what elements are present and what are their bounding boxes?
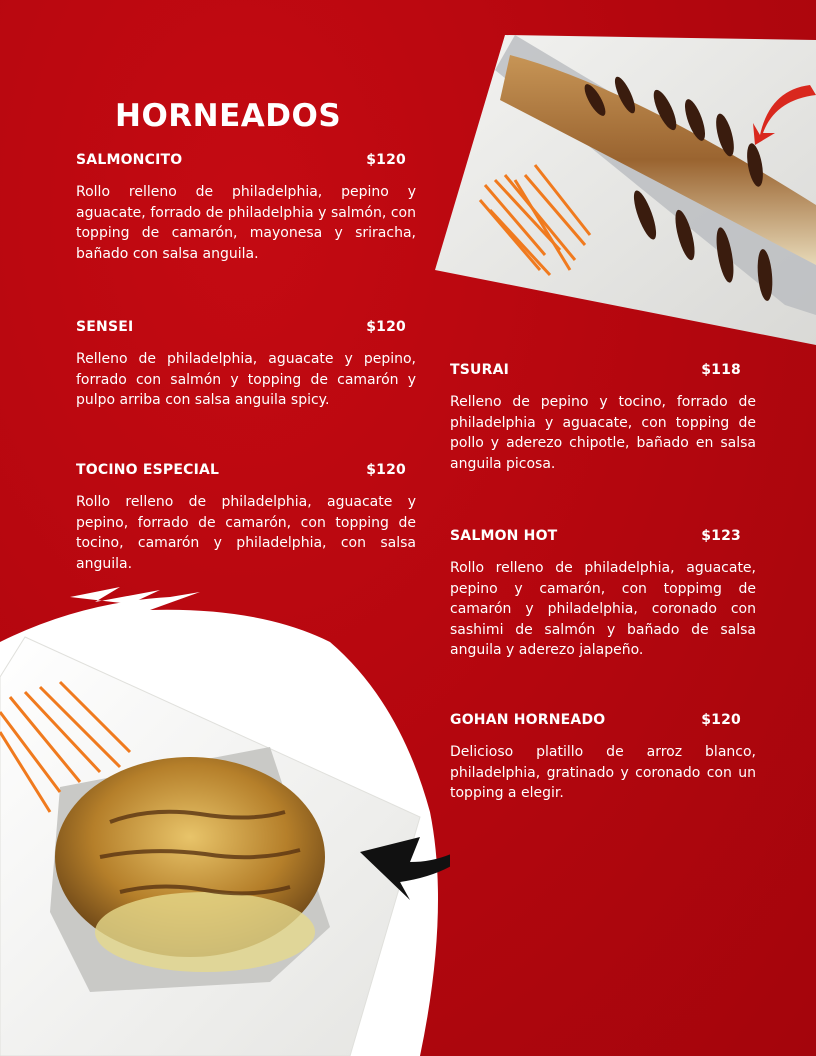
menu-item-price: $120 <box>366 319 406 335</box>
salmoncito-photo <box>425 15 816 345</box>
menu-item <box>76 319 416 411</box>
menu-item-description: Rollo relleno de philadelphia, aguacate y pepino, forrado de camarón, con topping de tocino, camarón y philadelphia, con salsa anguila. <box>76 494 416 572</box>
menu-item-price: $120 <box>366 462 406 478</box>
menu-item-description: Relleno de pepino y tocino, forrado de philadelphia y aguacate, con topping de pollo y aderezo chipotle, bañado en salsa anguila picosa. <box>450 394 756 472</box>
menu-item <box>76 462 416 574</box>
menu-item-price: $120 <box>366 152 406 168</box>
menu-item-name: SALMONCITO <box>76 152 183 168</box>
menu-item <box>450 528 756 661</box>
menu-item-price: $118 <box>701 362 741 378</box>
menu-item-description: Rollo relleno de philadelphia, aguacate, pepino y camarón, con toppimg de camarón y philadelphia, coronado con sashimi de salmón y bañado de salsa anguila y aderezo jalapeño. <box>450 560 756 658</box>
menu-item-price: $123 <box>701 528 741 544</box>
menu-item-description: Relleno de philadelphia, aguacate y pepino, forrado con salmón y topping de camarón y pulpo arriba con salsa anguila spicy. <box>76 351 416 408</box>
section-title: HORNEADOS <box>115 98 342 134</box>
gohan-horneado-photo <box>0 582 450 1056</box>
menu-item-name: TSURAI <box>450 362 510 378</box>
menu-item <box>450 712 756 804</box>
menu-item-description: Delicioso platillo de arroz blanco, philadelphia, gratinado y coronado con un topping a elegir. <box>450 744 756 801</box>
menu-item-price: $120 <box>701 712 741 728</box>
menu-item-header <box>450 362 741 378</box>
menu-item <box>76 152 416 264</box>
menu-item-name: SENSEI <box>76 319 134 335</box>
menu-item-header <box>450 528 741 544</box>
menu-item-header <box>450 712 741 728</box>
menu-item-header <box>76 462 406 478</box>
menu-item-name: GOHAN HORNEADO <box>450 712 606 728</box>
menu-item-name: TOCINO ESPECIAL <box>76 462 220 478</box>
menu-item-header <box>76 319 406 335</box>
menu-item <box>450 362 756 474</box>
menu-item-description: Rollo relleno de philadelphia, pepino y aguacate, forrado de philadelphia y salmón, con topping de camarón, mayonesa y sriracha, bañado con salsa anguila. <box>76 184 416 262</box>
menu-item-header <box>76 152 406 168</box>
menu-item-name: SALMON HOT <box>450 528 558 544</box>
